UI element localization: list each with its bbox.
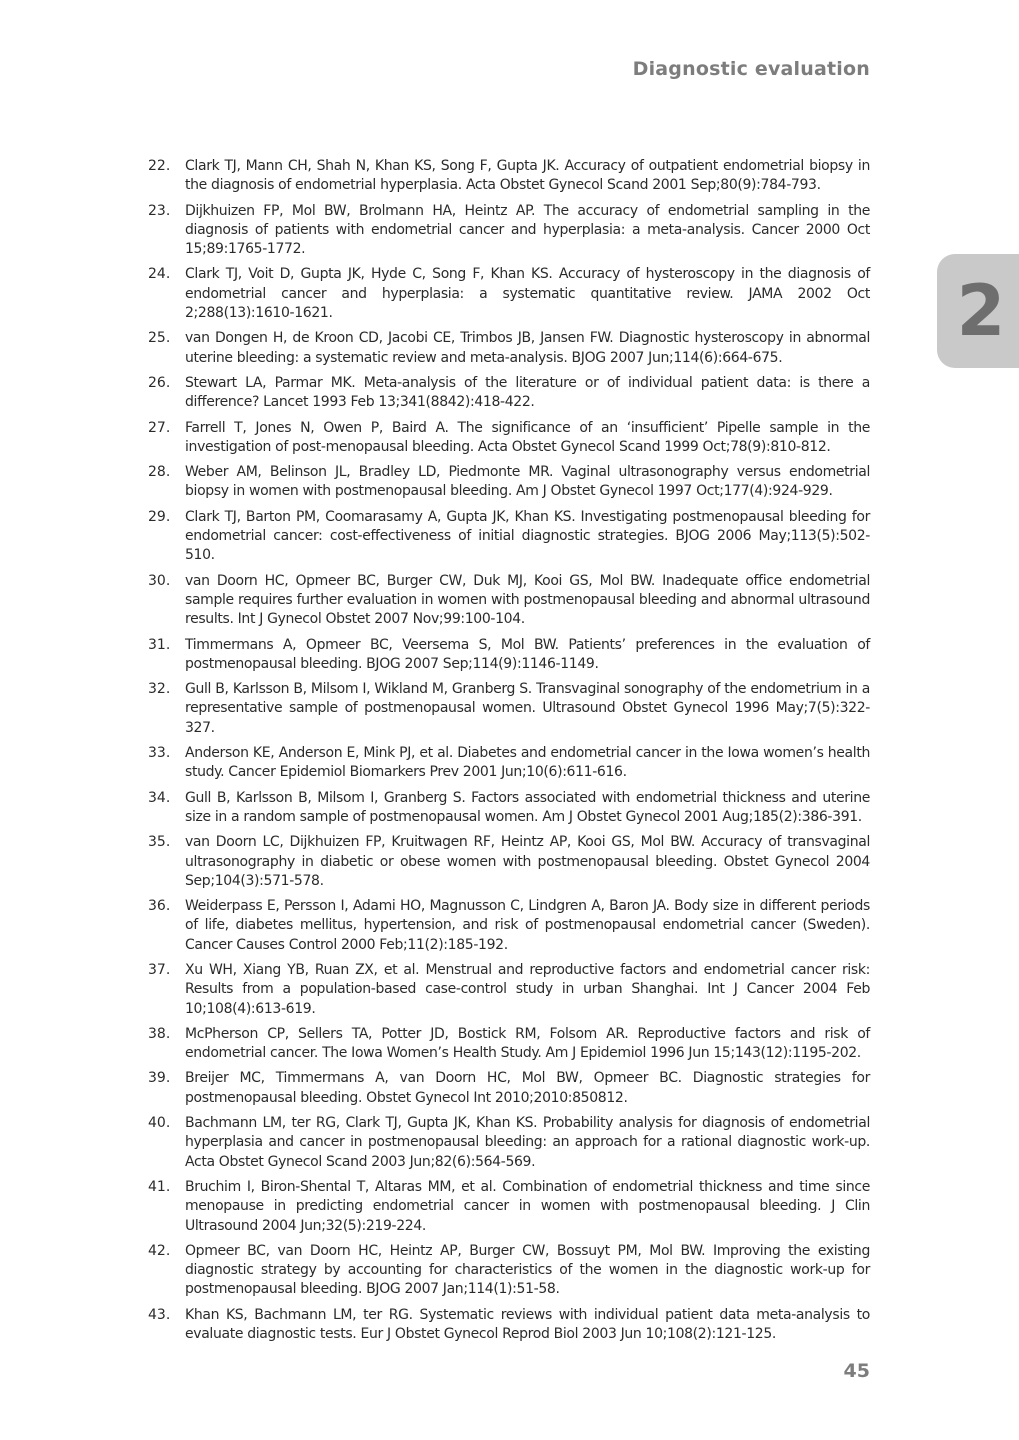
- reference-item: [148, 508, 870, 566]
- reference-text: Clark TJ, Voit D, Gupta JK, Hyde C, Song F, Khan KS. Accuracy of hysteroscopy in the diagnosis of endometrial cancer and hyperplasia: a systematic quantitative review. JAMA 2002 Oct 2;288(13):1610-1621.: [185, 266, 870, 322]
- reference-text: Opmeer BC, van Doorn HC, Heintz AP, Burger CW, Bossuyt PM, Mol BW. Improving the existing diagnostic strategy by accounting for characteristics of the women in the diagnostic work-up for postmenopausal bleeding. BJOG 2007 Jan;114(1):51-58.: [185, 1242, 870, 1298]
- reference-text: Anderson KE, Anderson E, Mink PJ, et al. Diabetes and endometrial cancer in the Iowa women’s health study. Cancer Epidemiol Biomarkers Prev 2001 Jun;10(6):611-616.: [185, 745, 870, 781]
- reference-number: 36.: [148, 898, 171, 915]
- reference-item: [148, 680, 870, 738]
- page-number: 45: [843, 1360, 870, 1382]
- reference-number: 38.: [148, 1025, 171, 1042]
- reference-number: 41.: [148, 1178, 171, 1195]
- reference-item: [148, 419, 870, 458]
- reference-number: 39.: [148, 1070, 171, 1087]
- reference-text: Farrell T, Jones N, Owen P, Baird A. The significance of an ‘insufficient’ Pipelle sample in the investigation of post-menopausal bleeding. Acta Obstet Gynecol Scand 1999 Oct;78(9):810-812.: [185, 419, 870, 455]
- running-head-title: Diagnostic evaluation: [632, 58, 870, 80]
- reference-text: Weber AM, Belinson JL, Bradley LD, Piedmonte MR. Vaginal ultrasonography versus endometrial biopsy in women with postmenopausal bleeding. Am J Obstet Gynecol 1997 Oct;177(4):924-929.: [185, 464, 870, 500]
- reference-number: 26.: [148, 374, 171, 391]
- reference-number: 34.: [148, 789, 171, 806]
- reference-item: [148, 961, 870, 1019]
- reference-text: Weiderpass E, Persson I, Adami HO, Magnusson C, Lindgren A, Baron JA. Body size in different periods of life, diabetes mellitus, hypertension, and risk of postmenopausal endometrial cancer (Sweden). Cancer Causes Control 2000 Feb;11(2):185-192.: [185, 898, 870, 953]
- reference-number: 43.: [148, 1306, 171, 1323]
- reference-number: 40.: [148, 1115, 171, 1132]
- reference-text: Stewart LA, Parmar MK. Meta-analysis of the literature or of individual patient data: is there a difference? Lancet 1993 Feb 13;341(8842):418-422.: [185, 374, 870, 411]
- reference-item: [148, 265, 870, 323]
- reference-number: 32.: [148, 681, 171, 698]
- reference-item: [148, 1114, 870, 1172]
- reference-number: 22.: [148, 158, 171, 174]
- reference-item: [148, 157, 870, 196]
- reference-item: [148, 1025, 870, 1064]
- chapter-number: 2: [956, 270, 1006, 352]
- reference-item: [148, 572, 870, 630]
- reference-text: Timmermans A, Opmeer BC, Veersema S, Mol BW. Patients’ preferences in the evaluation of postmenopausal bleeding. BJOG 2007 Sep;114(9):1146-1149.: [185, 636, 870, 672]
- reference-number: 28.: [148, 464, 171, 481]
- reference-text: Breijer MC, Timmermans A, van Doorn HC, Mol BW, Opmeer BC. Diagnostic strategies for postmenopausal bleeding. Obstet Gynecol Int 2010;2010:850812.: [185, 1070, 870, 1106]
- reference-item: [148, 1242, 870, 1300]
- reference-item: [148, 374, 870, 413]
- reference-text: Clark TJ, Barton PM, Coomarasamy A, Gupta JK, Khan KS. Investigating postmenopausal bleeding for endometrial cancer: cost-effectiveness of initial diagnostic strategies. BJOG 2006 May;113(5):502-510.: [185, 508, 870, 564]
- reference-number: 42.: [148, 1242, 171, 1259]
- reference-number: 31.: [148, 636, 171, 653]
- reference-text: McPherson CP, Sellers TA, Potter JD, Bostick RM, Folsom AR. Reproductive factors and risk of endometrial cancer. The Iowa Women’s Health Study. Am J Epidemiol 1996 Jun 15;143(12):1195-202.: [185, 1025, 870, 1062]
- reference-text: Khan KS, Bachmann LM, ter RG. Systematic reviews with individual patient data meta-analysis to evaluate diagnostic tests. Eur J Obstet Gynecol Reprod Biol 2003 Jun 10;108(2):121-125.: [185, 1306, 870, 1343]
- reference-number: 23.: [148, 202, 171, 219]
- reference-number: 24.: [148, 266, 171, 283]
- reference-number: 33.: [148, 745, 171, 762]
- reference-number: 25.: [148, 330, 171, 347]
- reference-text: Clark TJ, Mann CH, Shah N, Khan KS, Song F, Gupta JK. Accuracy of outpatient endometrial biopsy in the diagnosis of endometrial hyperplasia. Acta Obstet Gynecol Scand 2001 Sep;80(9):784-793.: [185, 158, 870, 194]
- reference-text: van Dongen H, de Kroon CD, Jacobi CE, Trimbos JB, Jansen FW. Diagnostic hysteroscopy in abnormal uterine bleeding: a systematic review and meta-analysis. BJOG 2007 Jun;114(6):664-675.: [185, 330, 870, 366]
- reference-item: [148, 463, 870, 502]
- reference-number: 35.: [148, 834, 171, 851]
- reference-item: [148, 789, 870, 828]
- chapter-tab: [937, 254, 1019, 368]
- reference-number: 30.: [148, 572, 171, 589]
- reference-list: [148, 157, 870, 1350]
- reference-text: van Doorn LC, Dijkhuizen FP, Kruitwagen RF, Heintz AP, Kooi GS, Mol BW. Accuracy of transvaginal ultrasonography in diabetic or obese women with postmenopausal bleeding. Obstet Gynecol 2004 Sep;104(3):571-578.: [185, 834, 870, 889]
- reference-item: [148, 897, 870, 955]
- reference-item: [148, 329, 870, 368]
- reference-text: Bachmann LM, ter RG, Clark TJ, Gupta JK, Khan KS. Probability analysis for diagnosis of endometrial hyperplasia and cancer in postmenopausal bleeding: an approach for a rational diagnostic work-up. Acta Obstet Gynecol Scand 2003 Jun;82(6):564-569.: [185, 1115, 870, 1170]
- reference-number: 29.: [148, 508, 171, 525]
- reference-item: [148, 744, 870, 783]
- reference-text: Gull B, Karlsson B, Milsom I, Wikland M, Granberg S. Transvaginal sonography of the endometrium in a representative sample of postmenopausal women. Ultrasound Obstet Gynecol 1996 May;7(5):322-327.: [185, 681, 870, 736]
- reference-number: 37.: [148, 961, 171, 978]
- reference-text: van Doorn HC, Opmeer BC, Burger CW, Duk MJ, Kooi GS, Mol BW. Inadequate office endometrial sample requires further evaluation in women with postmenopausal bleeding and abnormal ultrasound results. Int J Gynecol Obstet 2007 Nov;99:100-104.: [185, 572, 870, 628]
- reference-item: [148, 1306, 870, 1345]
- reference-text: Bruchim I, Biron-Shental T, Altaras MM, et al. Combination of endometrial thickness and time since menopause in predicting endometrial cancer in women with postmenopausal bleeding. J Clin Ultrasound 2004 Jun;32(5):219-224.: [185, 1178, 870, 1234]
- reference-item: [148, 833, 870, 891]
- reference-item: [148, 1069, 870, 1108]
- reference-number: 27.: [148, 419, 171, 436]
- reference-item: [148, 636, 870, 675]
- reference-text: Gull B, Karlsson B, Milsom I, Granberg S. Factors associated with endometrial thickness and uterine size in a random sample of postmenopausal women. Am J Obstet Gynecol 2001 Aug;185(2):386-391.: [185, 789, 870, 825]
- reference-item: [148, 202, 870, 260]
- reference-text: Xu WH, Xiang YB, Ruan ZX, et al. Menstrual and reproductive factors and endometrial cancer risk: Results from a population-based case-control study in urban Shanghai. Int J Cancer 2004 Feb 10;108(4):613-619.: [185, 961, 870, 1017]
- reference-text: Dijkhuizen FP, Mol BW, Brolmann HA, Heintz AP. The accuracy of endometrial sampling in the diagnosis of patients with endometrial cancer and hyperplasia: a meta-analysis. Cancer 2000 Oct 15;89:1765-1772.: [185, 202, 870, 258]
- reference-item: [148, 1178, 870, 1236]
